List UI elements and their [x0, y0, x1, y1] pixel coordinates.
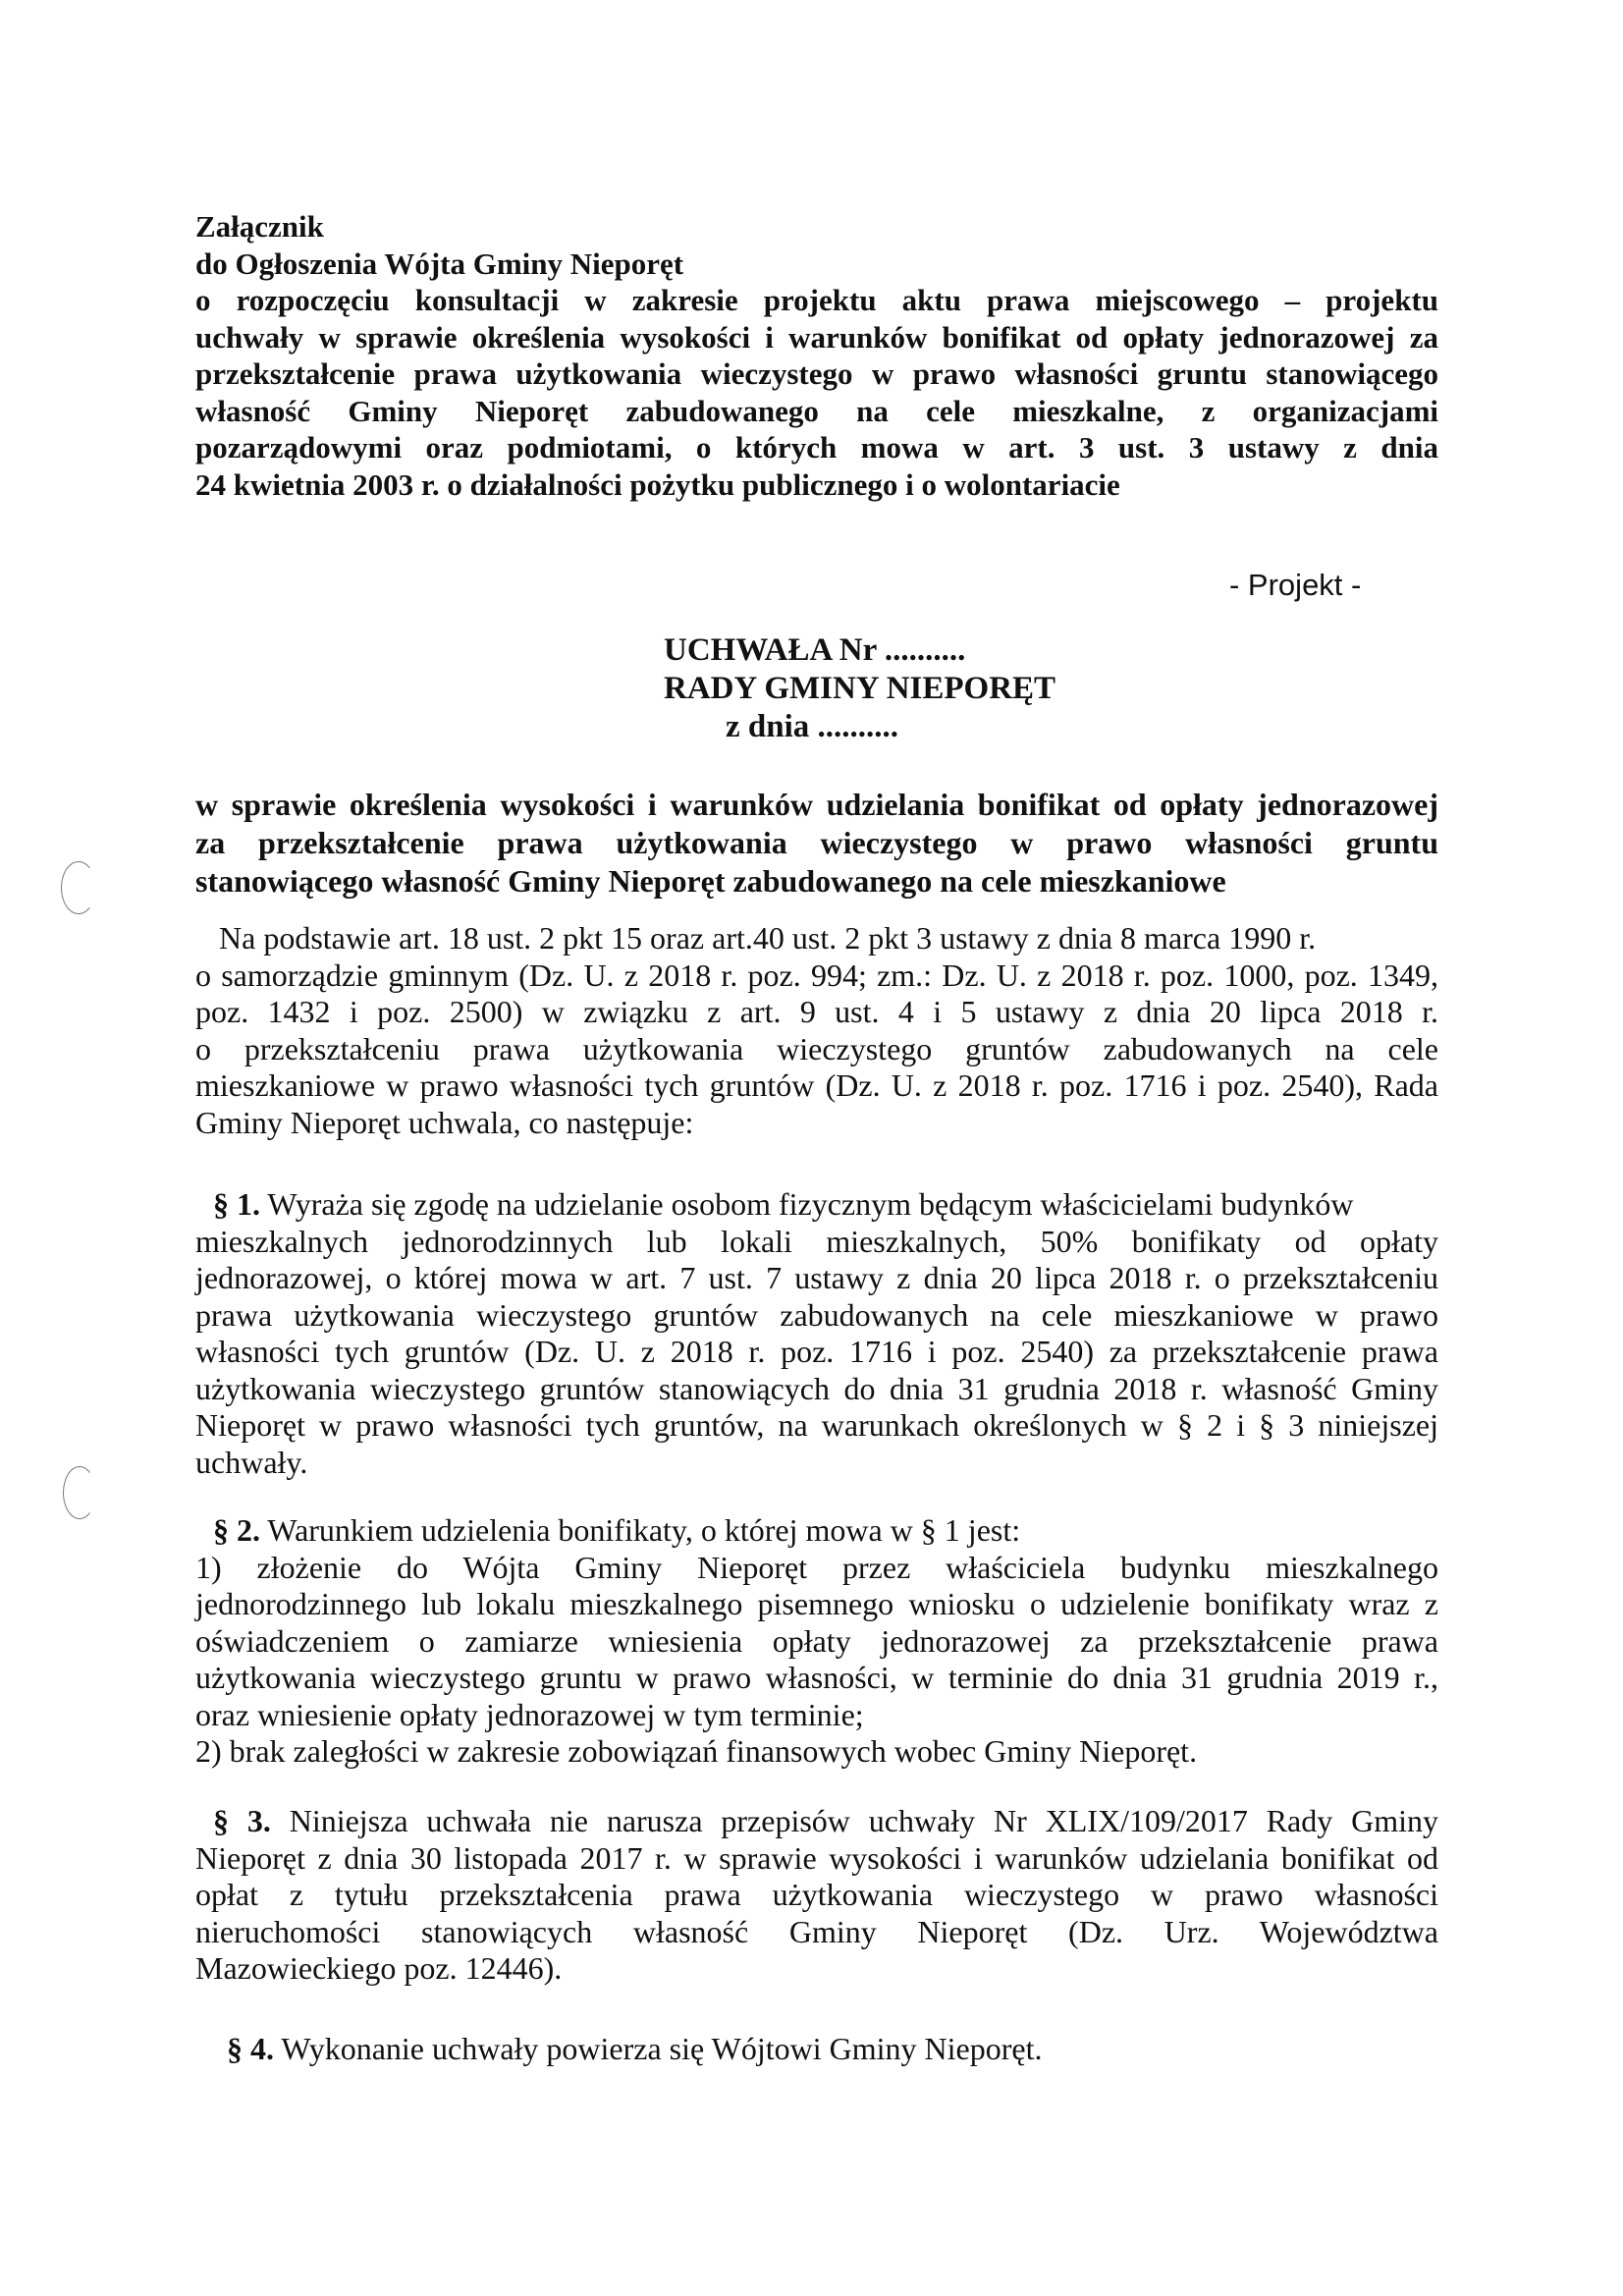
subject-line: stanowiącego własność Gminy Nieporęt zabudowanego na cele mieszkaniowe — [195, 863, 1226, 899]
subject-line: za przekształcenie prawa użytkowania wieczystego w prawo własności gruntu — [195, 825, 1438, 860]
legal-basis-line: o przekształceniu prawa użytkowania wieczystego gruntów zabudowanych na cele — [195, 1030, 1438, 1066]
section-3-line: Mazowieckiego poz. 12446). — [195, 1950, 563, 1986]
section-1-line: mieszkalnych jednorodzinnych lub lokali mieszkalnych, 50% bonifikaty od opłaty — [195, 1223, 1438, 1259]
legal-basis-line: Na podstawie art. 18 ust. 2 pkt 15 oraz art.40 ust. 2 pkt 3 ustawy z dnia 8 marca 1990 r. — [219, 920, 1317, 956]
section-3 — [195, 1803, 1438, 1988]
legal-basis-line: Gminy Nieporęt uchwala, co następuje: — [195, 1104, 694, 1140]
section-2-line: oraz wniesienie opłaty jednorazowej w tym terminie; — [195, 1696, 864, 1732]
section-2 — [195, 1512, 1438, 1771]
subject-line: w sprawie określenia wysokości i warunków udzielania bonifikat od opłaty jednorazowej — [195, 787, 1438, 822]
section-1-text: Wyraża się zgodę na udzielanie osobom fizycznym będącym właścicielami budynków — [260, 1186, 1354, 1222]
resolution-number: UCHWAŁA Nr .......... — [664, 632, 966, 668]
section-1-line: Nieporęt w prawo własności tych gruntów, na warunkach określonych w § 2 i § 3 niniejszej — [195, 1407, 1438, 1443]
attachment-description-line: uchwały w sprawie określenia wysokości i warunków bonifikat od opłaty jednorazowej za — [195, 319, 1438, 355]
section-2-first-line — [195, 1512, 1438, 1550]
section-3-number: § 3. — [213, 1803, 271, 1838]
attachment-description-line: pozarządowymi oraz podmiotami, o których mowa w art. 3 ust. 3 ustawy z dnia — [195, 430, 1438, 465]
punch-hole-mark-bottom — [63, 1466, 96, 1519]
section-3-first-line — [195, 1803, 1438, 1840]
section-1-line: prawa użytkowania wieczystego gruntów zabudowanych na cele mieszkaniowe w prawo — [195, 1296, 1438, 1333]
resolution-subject — [195, 786, 1438, 901]
section-1-line: jednorazowej, o której mowa w art. 7 ust. 7 ustawy z dnia 20 lipca 2018 r. o przekształceniu — [195, 1260, 1438, 1295]
section-2-line: jednorodzinnego lub lokalu mieszkalnego pisemnego wniosku o udzielenie bonifikaty wraz z — [195, 1586, 1438, 1621]
punch-hole-mark-top — [61, 861, 96, 914]
legal-basis — [195, 920, 1438, 1141]
section-4 — [195, 2031, 1470, 2068]
section-4-line — [227, 2031, 1470, 2068]
attachment-description-line: o rozpoczęciu konsultacji w zakresie projektu aktu prawa miejscowego – projektu — [195, 283, 1438, 317]
section-3-line: Nieporęt z dnia 30 listopada 2017 r. w sprawie wysokości i warunków udzielania bonifikat od — [195, 1839, 1438, 1876]
resolution-title — [664, 631, 1055, 746]
section-1-line: uchwały. — [195, 1444, 308, 1480]
section-3-text: Niniejsza uchwała nie narusza przepisów uchwały Nr XLIX/109/2017 Rady Gminy — [270, 1803, 1439, 1838]
section-1-line: użytkowania wieczystego gruntów stanowiących do dnia 31 grudnia 2018 r. własność Gminy — [195, 1370, 1438, 1406]
section-2-number: § 2. — [213, 1512, 260, 1548]
resolution-council: RADY GMINY NIEPORĘT — [664, 671, 1056, 706]
section-3-line: nieruchomości stanowiących własność Gminy Nieporęt (Dz. Urz. Województwa — [195, 1913, 1438, 1949]
section-1-first-line — [195, 1186, 1438, 1224]
section-2-text: Warunkiem udzielenia bonifikaty, o której mowa w § 1 jest: — [260, 1512, 1021, 1548]
section-2-line: 2) brak zaległości w zakresie zobowiązań finansowych wobec Gminy Nieporęt. — [195, 1733, 1198, 1769]
section-2-line: oświadczeniem o zamiarze wniesienia opłaty jednorazowej za przekształcenie prawa — [195, 1622, 1438, 1659]
section-4-text: Wykonanie uchwały powierza się Wójtowi Gminy Nieporęt. — [274, 2031, 1043, 2066]
section-1 — [195, 1186, 1438, 1481]
section-2-line: 1) złożenie do Wójta Gminy Nieporęt przez właściciela budynku mieszkalnego — [195, 1549, 1438, 1585]
section-1-number: § 1. — [213, 1186, 260, 1222]
attachment-label: Załącznik — [195, 209, 324, 244]
draft-label: - Projekt - — [1229, 568, 1362, 602]
section-3-line: opłat z tytułu przekształcenia prawa użytkowania wieczystego w prawo własności — [195, 1877, 1438, 1912]
section-2-line: użytkowania wieczystego gruntu w prawo własności, w terminie do dnia 31 grudnia 2019 r., — [195, 1660, 1438, 1695]
attachment-description-line: własność Gminy Nieporęt zabudowanego na cele mieszkalne, z organizacjami — [195, 393, 1438, 428]
section-4-number: § 4. — [227, 2031, 274, 2066]
attachment-description-line: 24 kwietnia 2003 r. o działalności pożytku publicznego i o wolontariacie — [195, 466, 1120, 502]
attachment-description-line: przekształcenie prawa użytkowania wieczystego w prawo własności gruntu stanowiącego — [195, 356, 1438, 391]
attachment-header — [195, 208, 1438, 503]
legal-basis-line: mieszkaniowe w prawo własności tych gruntów (Dz. U. z 2018 r. poz. 1716 i poz. 2540), Rada — [195, 1067, 1438, 1103]
legal-basis-line: poz. 1432 i poz. 2500) w związku z art. 9 ust. 4 i 5 ustawy z dnia 20 lipca 2018 r. — [195, 994, 1438, 1029]
resolution-date: z dnia .......... — [726, 709, 899, 744]
section-1-line: własności tych gruntów (Dz. U. z 2018 r. poz. 1716 i poz. 2540) za przekształcenie prawa — [195, 1334, 1438, 1369]
legal-basis-line: o samorządzie gminnym (Dz. U. z 2018 r. poz. 994; zm.: Dz. U. z 2018 r. poz. 1000, poz. 1349, — [195, 957, 1438, 993]
attachment-reference: do Ogłoszenia Wójta Gminy Nieporęt — [195, 246, 684, 281]
